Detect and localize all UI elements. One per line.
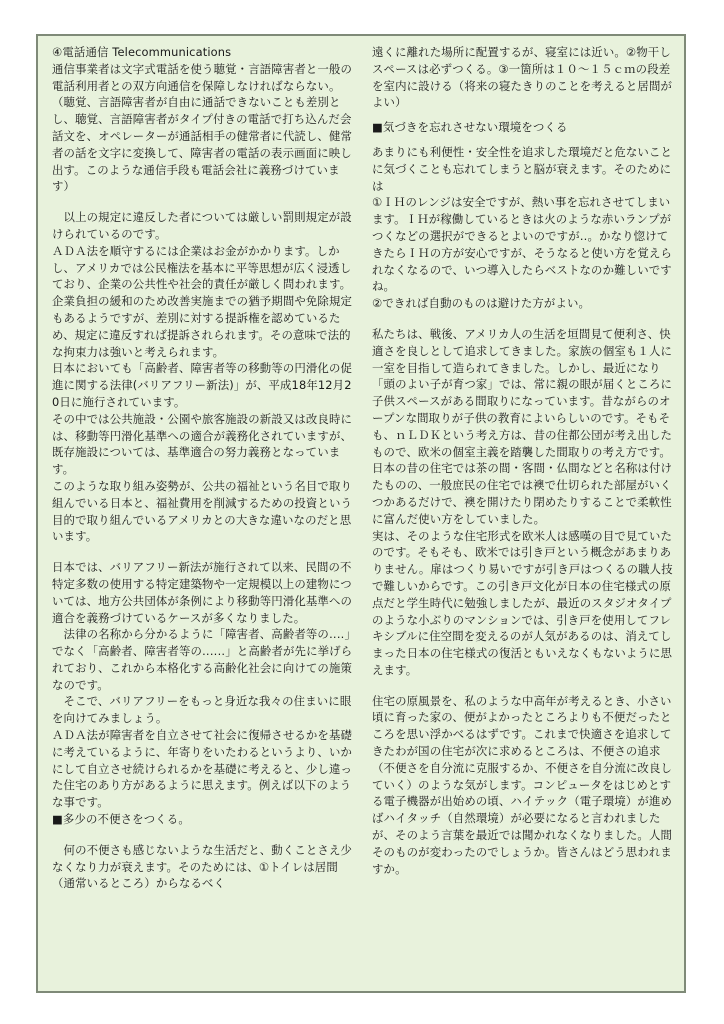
right-column	[372, 44, 674, 877]
independence-paragraph: ＡＤＡ法が障害者を自立させて社会に復帰させるかを基礎に考えているように、年寄りをいたわるというより、いかにして自立させ続けられるかを基礎に考えると、少し違った住宅のあり方があるように思えます。例えば以下のような事です。	[52, 728, 353, 810]
comparison-paragraph: このような取り組み姿勢が、公共の福祉という名目で取り組んでいる日本と、福祉費用を削減するための投資という目的で取り組んでいるアメリカとの大きな違いなのだと思います。	[52, 478, 353, 544]
toilet-continuation: 遠くに離れた場所に配置するが、寝室には近い。②物干しスペースは必ずつくる。③一箇所は１０～１５ｃｍの段差を室内に設ける（将来の寝たきりのことを考えると居間がよい）	[372, 45, 673, 110]
facilities-paragraph: その中では公共施設・公園や旅客施設の新設又は改良時には、移動等円滑化基準への適合が義務化されていますが、既存施設については、基準適合の努力義務となっています。	[52, 411, 353, 477]
sliding-door-paragraph: 実は、そのような住宅形式を欧米人は感嘆の目で見ていたのです。そもそも、欧米では引き戸という概念があまりありません。扉はつくり易いですが引き戸はつくるの職人技で難しいからです。この引き戸文化が日本の住宅様式の原点だと学生時代に勉強しましたが、最近のスタジオタイプのような小ぶりのマンションでは、引き戸を使用してフレキシブルに住空間を変えるのが人気があるのは、消えてしまった日本の住宅様式の復活ともいえなくもないように思えます。	[372, 528, 673, 677]
barrierfree-paragraph: 日本では、バリアフリー新法が施行されて以来、民間の不特定多数の使用する特定建築物や一定規模以上の建物については、地方公共団体が条例により移動等円滑化基準への適合を義務づけているケースが多くなりました。	[52, 560, 353, 625]
inconvenience-heading: ■多少の不便さをつくる。	[52, 812, 190, 827]
left-column	[52, 44, 354, 892]
postwar-paragraph: 私たちは、戦後、アメリカ人の生活を垣間見て便利さ、快適さを良しとして追求してきました。家族の個室も１人に一室を目指して造られてきました。しかし、最近になり「頭のよい子が育つ家」では、常に親の眼が届くところに子供スペースがある間取りになっています。昔ながらのオープンな間取りが子供の教育によいらしいのです。そもそも、ｎＬＤＫという考え方は、昔の住都公団が考え出したもので、欧米の個室主義を踏襲した間取りの考え方です。日本の昔の住宅では茶の間・客間・仏間などと名称は付けたものの、一般庶民の住宅では襖で仕切られた部屋がいくつかあるだけで、襖を開けたり閉めたりすることで柔軟性に富んだ使い方をしていました。	[372, 326, 673, 526]
law-name-paragraph: 法律の名称から分かるように「障害者、高齢者等の‥‥」でなく「高齢者、障害者等の‥‥‥」と高齢者が先に挙げられており、これから本格化する高齢化社会に向けての施策なのです。	[52, 627, 353, 692]
ada-paragraph: ＡＤＡ法を順守するには企業はお金がかかります。しかし、アメリカでは公民権法を基本に平等思想が広く浸透しており、企業の公共性や社会的責任が厳しく問われます。企業負担の緩和のため改善実施までの猶予期間や免除規定もあるようですが、差別に対する提訴権を認めているため、規定に違反すれば提訴されられます。その意味で法的な拘束力は強いと考えられます。	[52, 243, 353, 359]
home-paragraph: そこで、バリアフリーをもっと身近な我々の住まいに眼を向けてみましょう。	[52, 694, 352, 726]
inconvenience-paragraph: 何の不便さも感じないような生活だと、動くことさえ少なくなり力が衰えます。そのためには、①トイレは居間（通常いるところ）からなるべく	[52, 842, 353, 891]
awareness-paragraph: あまりにも利便性・安全性を追求した環境だと危ないことに気づくことも忘れてしまうと脳が衰えます。そのためには ①ＩＨのレンジは安全ですが、熱い事を忘れさせてしまいます。ＩＨが稼働しているときは火のような赤いランプがつくなどの選択ができるとよいのですが‥。かなり惚けてきたらＩＨの方が安心ですが、そうなると使い方を覚えられなくなるので、いつ導入したらベストなのか難しいですね。 ②できれば自動のものは避けた方がよい。	[372, 144, 673, 311]
japan-law-paragraph: 日本においても「高齢者、障害者等の移動等の円滑化の促進に関する法律(バリアフリー新法)」が、平成18年12月20日に施行されています。	[52, 361, 353, 409]
penalty-paragraph: 以上の規定に違反した者については厳しい罰則規定が設けられているのです。	[52, 210, 352, 241]
telecom-body: 通信事業者は文字式電話を使う聴覚・言語障害者と一般の電話利用者との双方向通信を保障しなければならない。	[52, 61, 353, 93]
article-panel	[36, 34, 686, 993]
landscape-paragraph: 住宅の原風景を、私のような中高年が考えるとき、小さい頃に育った家の、便がよかったところよりも不便だったところを思い浮かべるはずです。これまで快適さを追求してきたわが国の住宅が次に求めるところは、不便さの追求（不便さを自分流に克服するか、不便さを自分流に改良していく）のような気がします。コンピュータをはじめとする電子機器が出始めの頃、ハイテック（電子環境）が進めばハイタッチ（自然環境）が必要になると言われましたが、そのよう言葉を最近では聞かれなくなりました。人間そのものが変わったのでしょうか。皆さんはどう思われますか。	[372, 693, 673, 876]
telecom-title: ④電話通信 Telecommunications	[52, 45, 232, 59]
telecom-note: （聴覚、言語障害者が自由に通話できないことも差別とし、聴覚、言語障害者がタイプ付きの電話で打ち込んだ会話文を、オペレーターが通話相手の健常者に代読し、健常者の話を文字に変換して、障害者の電話の表示画面に映し出す。このような通信手段も電話会社に義務づけています）	[52, 95, 353, 194]
awareness-heading: ■気づきを忘れさせない環境をつくる	[372, 120, 568, 135]
